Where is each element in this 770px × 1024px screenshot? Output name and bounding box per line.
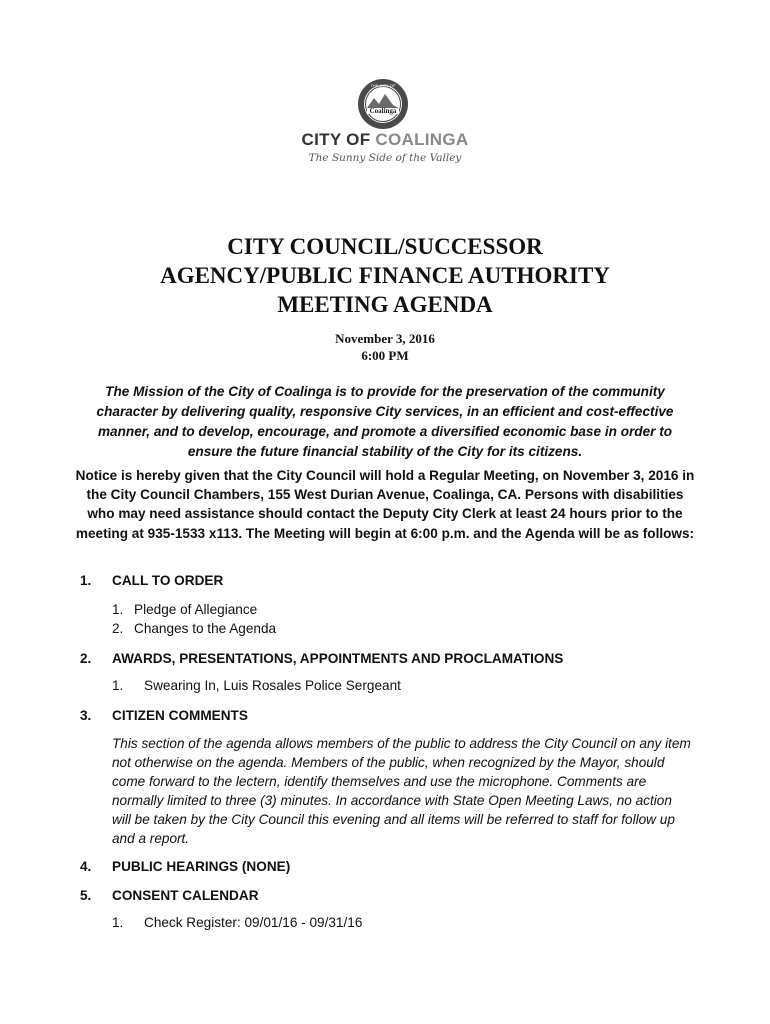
- title-line-3: MEETING AGENDA: [277, 292, 493, 317]
- list-item: [112, 600, 700, 619]
- agenda-section-public-hearings: [80, 859, 700, 874]
- svg-text:THE CITY OF: THE CITY OF: [370, 83, 396, 88]
- section-title: AWARDS, PRESENTATIONS, APPOINTMENTS AND PROCLAMATIONS: [112, 651, 564, 666]
- list-item: [112, 676, 700, 695]
- agenda-section-call-to-order: [80, 573, 700, 638]
- item-number: 2.: [112, 621, 124, 636]
- page-title: [100, 232, 670, 319]
- meeting-date: November 3, 2016: [335, 331, 435, 346]
- svg-text:Coalinga: Coalinga: [369, 107, 397, 115]
- logo-tagline: The Sunny Side of the Valley: [308, 152, 462, 164]
- section-number: 4.: [80, 859, 92, 874]
- item-number: 1.: [112, 602, 124, 617]
- mission-statement: The Mission of the City of Coalinga is to provide for the preservation of the community character by delivering quality, responsive City services, in an efficient and cost-effective manner, and to develop, encourage, and promote a diversified economic base in order to ensure the future financial stability of the City for its citizens.: [96, 384, 674, 459]
- item-text: Swearing In, Luis Rosales Police Sergeant: [144, 678, 401, 693]
- section-title: CITIZEN COMMENTS: [112, 708, 248, 723]
- list-item: [112, 619, 700, 638]
- section-number: 5.: [80, 888, 92, 903]
- city-logo: [300, 78, 470, 178]
- section-heading: [80, 651, 700, 666]
- meeting-date-time: [200, 330, 570, 364]
- agenda-section-consent-calendar: [80, 888, 700, 932]
- item-text: Pledge of Allegiance: [134, 602, 258, 617]
- section-number: 1.: [80, 573, 92, 588]
- section-items: [112, 913, 700, 932]
- section-number: 2.: [80, 651, 92, 666]
- section-heading: [80, 888, 700, 903]
- section-heading: [80, 573, 700, 588]
- citizen-comments-paragraph: This section of the agenda allows members of the public to address the City Council on any item not otherwise on the agenda. Members of the public, when recognized by the Mayor, should come forward to the lectern, identify themselves and use the microphone. Comments are normally limited to three (3) minutes. In accordance with State Open Meeting Laws, no action will be taken by the City Council this evening and all items will be referred to staff for follow up and a report.: [112, 736, 691, 846]
- title-line-1: CITY COUNCIL/SUCCESSOR: [227, 234, 543, 259]
- logo-name-coalinga: COALINGA: [375, 130, 469, 149]
- meeting-time: 6:00 PM: [361, 348, 409, 363]
- section-heading: [80, 859, 700, 874]
- agenda-section-awards: [80, 651, 700, 695]
- section-title: CALL TO ORDER: [112, 573, 224, 588]
- section-items: [112, 676, 700, 695]
- city-seal-icon: [357, 78, 409, 130]
- item-text: Changes to the Agenda: [134, 621, 277, 636]
- item-number: 1.: [112, 915, 124, 930]
- logo-name-city-of: CITY OF: [301, 130, 376, 149]
- section-title: CONSENT CALENDAR: [112, 888, 259, 903]
- section-title: PUBLIC HEARINGS (NONE): [112, 859, 291, 874]
- agenda-section-citizen-comments: [80, 708, 700, 848]
- title-line-2: AGENCY/PUBLIC FINANCE AUTHORITY: [160, 263, 610, 288]
- logo-wordmark: [300, 130, 470, 150]
- list-item: [112, 913, 700, 932]
- meeting-notice: Notice is hereby given that the City Council will hold a Regular Meeting, on November 3, 2016 in the City Council Chambers, 155 West Durian Avenue, Coalinga, CA. Persons with disabilities who may need assistance should contact the Deputy City Clerk at least 24 hours prior to the meeting at 935-1533 x113. The Meeting will begin at 6:00 p.m. and the Agenda will be as follows:: [75, 468, 695, 541]
- item-text: Check Register: 09/01/16 - 09/31/16: [144, 915, 363, 930]
- item-number: 1.: [112, 678, 124, 693]
- section-number: 3.: [80, 708, 92, 723]
- section-items: [112, 600, 700, 638]
- section-heading: [80, 708, 700, 723]
